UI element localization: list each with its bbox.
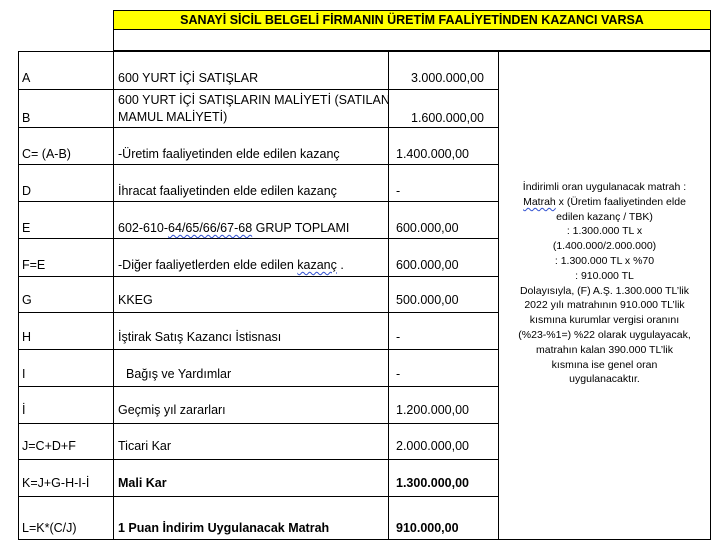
- grid-line: [18, 312, 499, 313]
- row-b-value: 1.600.000,00: [411, 111, 484, 125]
- note-line: (1.400.000/2.000.000): [552, 240, 657, 253]
- row-a-label: A: [22, 71, 31, 85]
- note-line: kısmına ise genel oran: [551, 358, 658, 371]
- explanation-note: [499, 180, 710, 387]
- row-g-label: G: [22, 293, 32, 307]
- row-k-label: K=J+G-H-I-İ: [22, 476, 90, 490]
- row-f-desc-pre: -Diğer faaliyetlerden elde edilen: [118, 258, 298, 272]
- note-line: uygulanacaktır.: [569, 373, 640, 386]
- note-line: Dolayısıyla, (F) A.Ş. 1.300.000 TL’lik: [519, 284, 690, 297]
- grid-line: [113, 51, 114, 540]
- row-b-desc-line1: 600 YURT İÇİ SATIŞLARIN MALİYETİ (SATILAN: [118, 93, 390, 107]
- row-e-desc-post: GRUP TOPLAMI: [252, 221, 350, 235]
- row-j-value: 2.000.000,00: [396, 439, 469, 453]
- row-j-label: J=C+D+F: [22, 439, 76, 453]
- row-i-dot-value: 1.200.000,00: [396, 403, 469, 417]
- grid-line: [18, 201, 499, 202]
- row-e-desc-pre: 602-610-: [118, 221, 169, 235]
- note-line: : 1.300.000 TL x %70: [554, 254, 655, 267]
- row-d-label: D: [22, 184, 32, 198]
- grid-line: [710, 30, 711, 50]
- note-line: : 910.000 TL: [575, 269, 634, 282]
- row-g-value: 500.000,00: [396, 293, 459, 307]
- row-f-desc-spellcheck: kazanç: [297, 258, 337, 272]
- note-line: (%23-%1=) %22 olarak uygulayacak,: [518, 328, 691, 341]
- grid-line: [18, 127, 499, 128]
- row-h-value: -: [396, 330, 401, 344]
- row-c-desc: -Üretim faaliyetinden elde edilen kazanç: [118, 147, 340, 161]
- row-e-desc: [118, 220, 349, 236]
- grid-line: [388, 51, 389, 540]
- sheet-title: SANAYİ SİCİL BELGELİ FİRMANIN ÜRETİM FAALİYETİNDEN KAZANCI VARSA: [113, 10, 711, 30]
- grid-line: [18, 164, 499, 165]
- row-d-desc: İhracat faaliyetinden elde edilen kazanç: [118, 184, 337, 198]
- note-line: matrahın kalan 390.000 TL’lik: [536, 343, 673, 356]
- grid-line: [18, 51, 711, 52]
- row-k-desc: Mali Kar: [118, 476, 167, 490]
- grid-line: [18, 276, 499, 277]
- row-g-desc: KKEG: [118, 293, 153, 307]
- grid-line: [18, 386, 499, 387]
- row-c-label: C= (A-B): [22, 147, 71, 161]
- row-l-label: L=K*(C/J): [22, 521, 77, 535]
- note-line: edilen kazanç / TBK): [556, 210, 653, 223]
- row-e-label: E: [22, 221, 31, 235]
- note-spellcheck-word: Matrah: [523, 195, 556, 208]
- row-i-value: -: [396, 367, 401, 381]
- grid-line: [113, 30, 114, 50]
- note-line: : 1.300.000 TL x: [566, 225, 643, 238]
- row-i-label: I: [22, 367, 26, 381]
- row-c-value: 1.400.000,00: [396, 147, 469, 161]
- grid-line: [18, 459, 499, 460]
- grid-line: [18, 423, 499, 424]
- row-f-value: 600.000,00: [396, 258, 459, 272]
- row-f-label: F=E: [22, 258, 46, 272]
- row-a-value: 3.000.000,00: [411, 71, 484, 85]
- row-l-value: 910.000,00: [396, 521, 459, 535]
- row-j-desc: Ticari Kar: [118, 439, 172, 453]
- grid-line: [18, 89, 499, 90]
- grid-line: [18, 349, 499, 350]
- note-line: İndirimli oran uygulanacak matrah :: [522, 181, 687, 193]
- row-e-desc-spellcheck: 64/65/66/67-68: [168, 221, 253, 235]
- row-h-desc: İştirak Satış Kazancı İstisnası: [118, 330, 282, 344]
- row-i-dot-desc: Geçmiş yıl zararları: [118, 403, 226, 417]
- grid-line: [18, 238, 499, 239]
- row-a-desc: 600 YURT İÇİ SATIŞLAR: [118, 71, 259, 85]
- note-line: 2022 yılı matrahının 910.000 TL’lik: [524, 299, 685, 312]
- row-e-value: 600.000,00: [396, 221, 459, 235]
- note-line: [499, 195, 710, 210]
- row-b-label: B: [22, 111, 31, 125]
- row-f-desc-post: .: [336, 258, 344, 272]
- row-h-label: H: [22, 330, 32, 344]
- row-i-desc: Bağış ve Yardımlar: [126, 367, 232, 381]
- row-i-dot-label: İ: [22, 403, 26, 417]
- row-d-value: -: [396, 184, 401, 198]
- row-k-value: 1.300.000,00: [396, 476, 469, 490]
- grid-line: [18, 51, 19, 540]
- row-b-desc-line2: MAMUL MALİYETİ): [118, 110, 228, 124]
- grid-line: [710, 51, 711, 540]
- note-line: kısmına kurumlar vergisi oranını: [529, 314, 680, 327]
- note-line-rest: x (Üretim faaliyetinden elde: [555, 195, 686, 208]
- row-l-desc: 1 Puan İndirim Uygulanacak Matrah: [118, 521, 330, 535]
- row-f-desc: [118, 257, 344, 273]
- grid-line: [18, 496, 499, 497]
